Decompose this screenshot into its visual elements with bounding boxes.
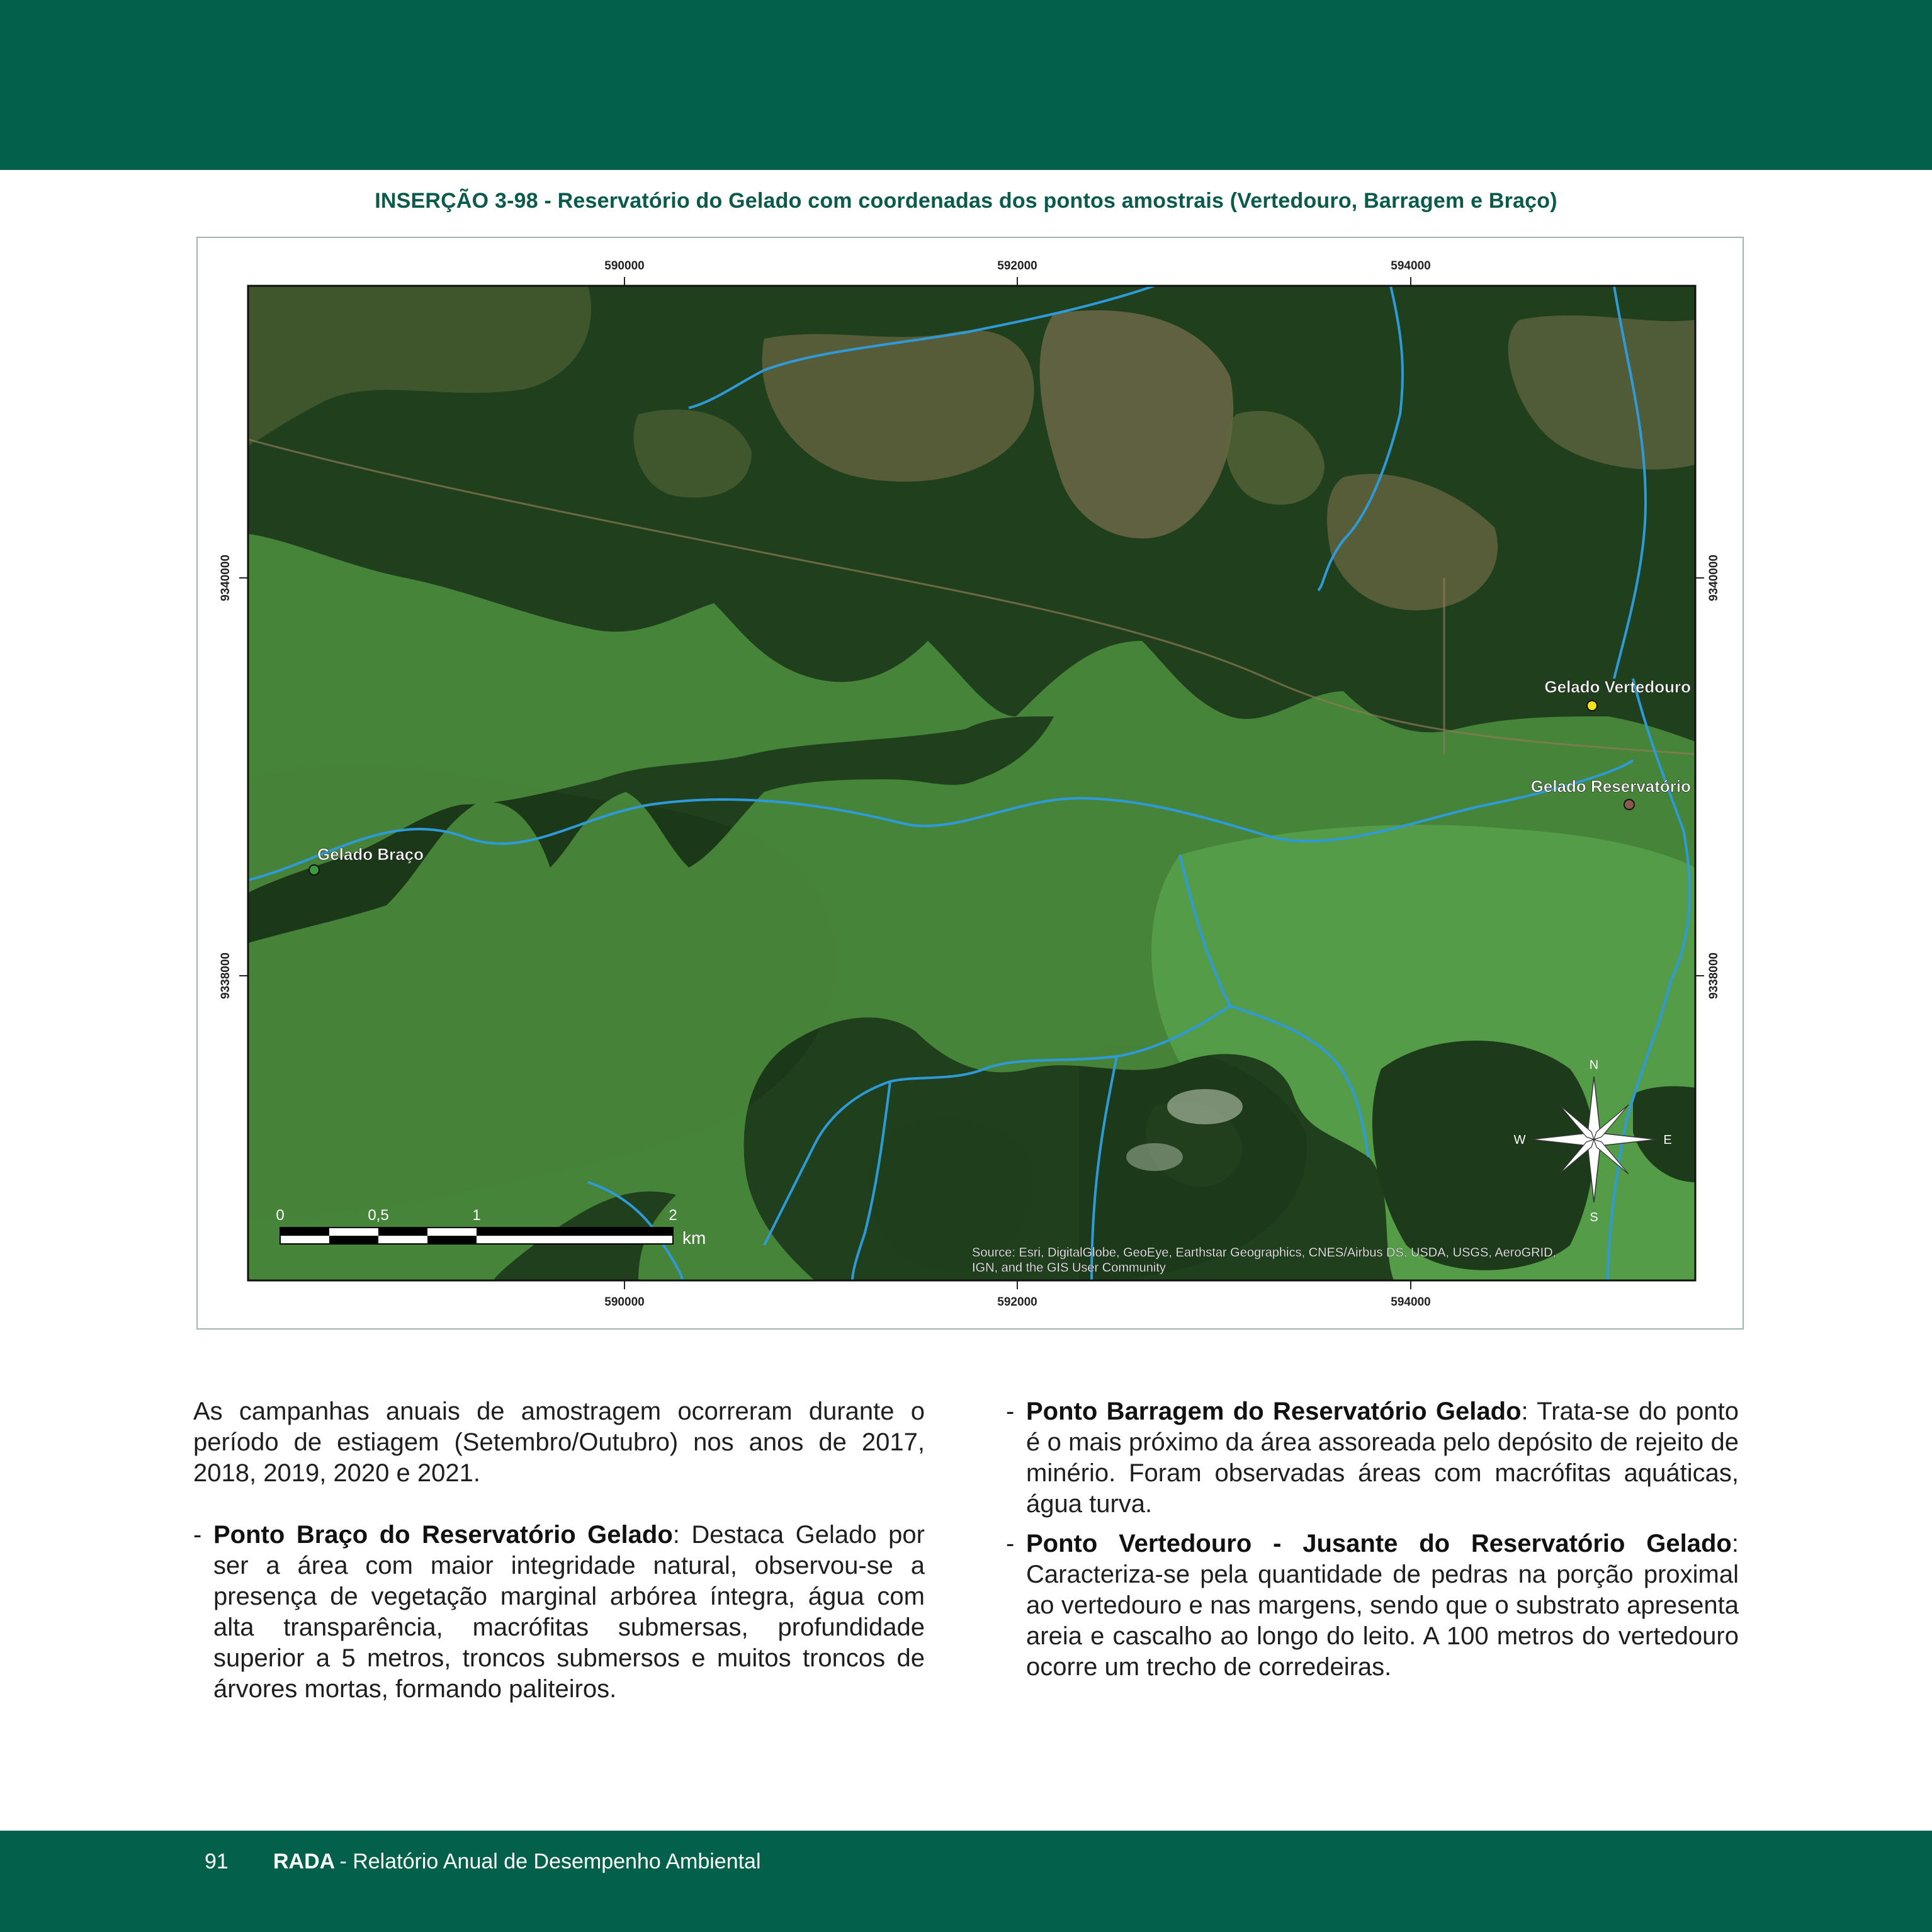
x-tick-bottom-3: 594000 (1391, 1296, 1431, 1309)
source-line-2: IGN, and the GIS User Community (972, 1261, 1166, 1275)
compass-n: N (1589, 1058, 1599, 1072)
label-vertedouro: Gelado Vertedouro (1544, 677, 1691, 696)
bullet-dash: - (193, 1521, 202, 1549)
bullet-barragem (1006, 1396, 1739, 1520)
cloud-1 (1167, 1089, 1243, 1124)
x-tick-top-2: 592000 (997, 259, 1037, 273)
label-braco: Gelado Braço (317, 845, 424, 864)
bullet-dash: - (1006, 1398, 1015, 1425)
header-band (0, 0, 1932, 170)
forest-island-3 (1372, 1041, 1594, 1270)
scale-label-2: 2 (669, 1207, 677, 1224)
figure-title: INSERÇÃO 3-98 - Reservatório do Gelado com coordenadas dos pontos amostrais (Vertedouro, Barragem e Braço) (375, 189, 1557, 213)
footer-rada: RADA (273, 1850, 336, 1873)
bullet-braco (193, 1520, 925, 1705)
scale-label-05: 0,5 (368, 1207, 389, 1224)
point-vertedouro (1587, 701, 1597, 711)
footer-title: - Relatório Anual de Desempenho Ambiental (334, 1850, 761, 1873)
intro-paragraph: As campanhas anuais de amostragem ocorreram durante o período de estiagem (Setembro/Outubro) nos anos de 2017, 2018, 2019, 2020 e 2021. (193, 1398, 925, 1487)
right-column (1006, 1396, 1739, 1692)
left-column (193, 1396, 925, 1714)
bullet-braco-title: Ponto Braço do Reservatório Gelado (213, 1521, 673, 1549)
point-braco (309, 865, 319, 875)
y-tick-right-1: 9340000 (1707, 555, 1720, 601)
x-tick-bottom-1: 590000 (604, 1296, 645, 1309)
y-tick-left-2: 9338000 (219, 952, 232, 999)
scale-label-0: 0 (276, 1207, 285, 1224)
scale-label-1: 1 (472, 1207, 481, 1224)
x-tick-top-3: 594000 (1391, 259, 1431, 273)
map-svg (198, 238, 1745, 1331)
compass-e: E (1663, 1133, 1672, 1147)
compass-s: S (1590, 1211, 1598, 1224)
footer-band (0, 1831, 1932, 1932)
page-number: 91 (205, 1850, 229, 1873)
bullet-dash: - (1006, 1530, 1015, 1557)
compass-w: W (1513, 1133, 1526, 1147)
source-line-1: Source: Esri, DigitalGlobe, GeoEye, Earthstar Geographics, CNES/Airbus DS, USDA, USGS, AeroGRID, (972, 1246, 1557, 1260)
cloud-2 (1126, 1143, 1183, 1171)
bullet-vertedouro-title: Ponto Vertedouro - Jusante do Reservatório Gelado (1026, 1530, 1732, 1557)
x-tick-top-1: 590000 (604, 259, 645, 273)
y-tick-right-2: 9338000 (1707, 952, 1720, 999)
x-tick-bottom-2: 592000 (997, 1296, 1037, 1309)
scale-unit: km (682, 1228, 706, 1248)
map-figure (196, 237, 1744, 1330)
bullet-vertedouro-text: : Caracteriza-se pela quantidade de pedras na porção proximal ao vertedouro e nas margens, sendo que o substrato apresenta areia e cascalho ao longo do leito. A 100 metros do vertedouro ocorre um trecho de corredeiras. (1026, 1530, 1739, 1681)
satellite-imagery (248, 286, 1695, 1280)
bullet-braco-text: : Destaca Gelado por ser a área com maior integridade natural, observou-se a presença de vegetação marginal arbórea íntegra, água com alta transparência, macrófitas submersas, profundidade superior a 5 metros, troncos submersos e muitos troncos de árvores mortas, formando paliteiros. (213, 1521, 925, 1703)
bullet-barragem-title: Ponto Barragem do Reservatório Gelado (1026, 1398, 1522, 1425)
bullet-barragem-text: : Trata-se do ponto é o mais próximo da área assoreada pelo depósito de rejeito de minério. Foram observadas áreas com macrófitas aquáticas, água turva. (1026, 1398, 1739, 1518)
point-reservatorio (1624, 799, 1634, 810)
y-tick-left-1: 9340000 (219, 555, 232, 601)
label-reservatorio: Gelado Reservatório (1530, 777, 1691, 796)
bullet-vertedouro (1006, 1528, 1739, 1683)
